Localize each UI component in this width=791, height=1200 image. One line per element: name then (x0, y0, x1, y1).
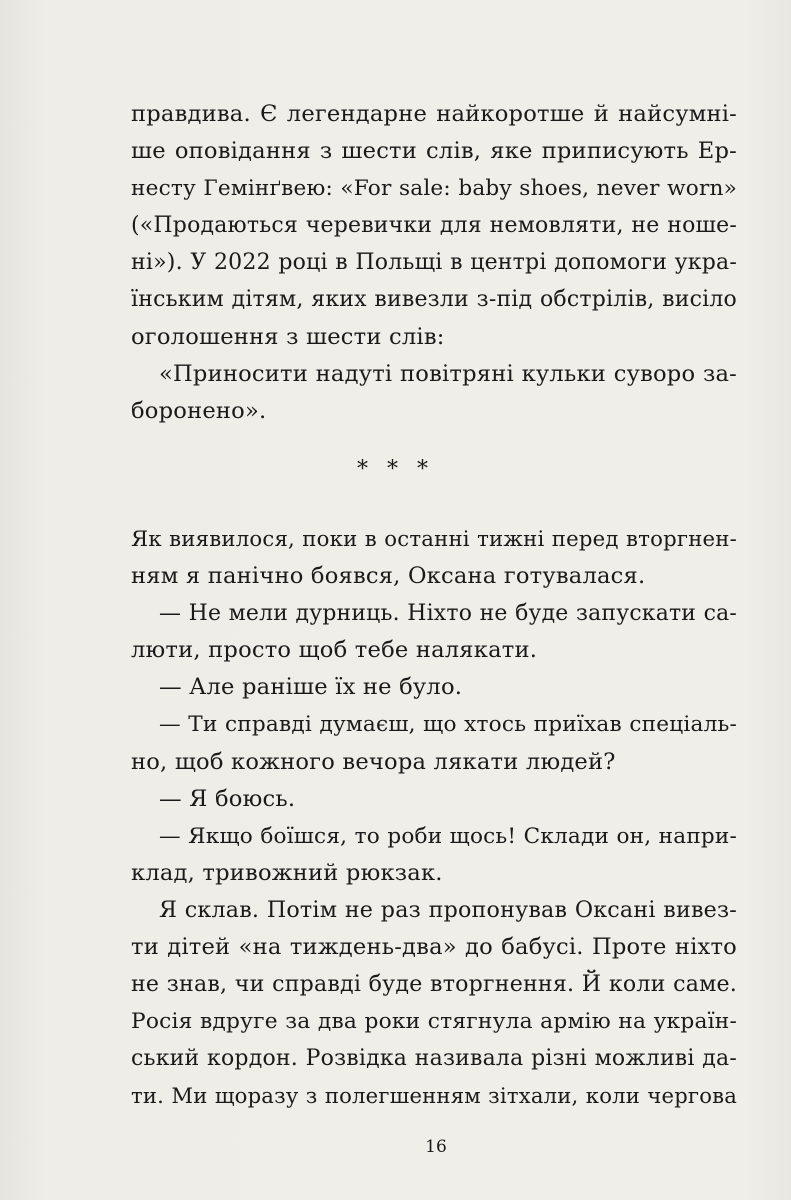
text-line: — Якщо боїшся, то роби щось! Склади он, напри- (159, 823, 737, 849)
text-line: правдива. Є легендарне найкоротше й найсумні- (131, 101, 737, 127)
text-line: ше оповідання з шести слів, яке приписують Ер- (131, 138, 737, 165)
bottom-paragraph-block (131, 521, 737, 1115)
text-line: «Приносити надуті повітряні кульки суворо за- (159, 360, 737, 387)
text-line: ні»). У 2022 році в Польщі в центрі допомоги укра- (131, 250, 737, 276)
text-line: — Ти справді думаєш, що хтось приїхав спеціаль- (159, 712, 737, 738)
text-line: — Але раніше їх не було. (159, 674, 463, 701)
text-line: ням я панічно боявся, Оксана готувалася. (131, 563, 646, 590)
text-line: люти, просто щоб тебе налякати. (131, 637, 538, 664)
text-line: несту Гемінґвею: «For sale: baby shoes, never worn» (131, 176, 737, 202)
text-line: Як виявилося, поки в останні тижні перед вторгнен- (131, 527, 737, 552)
page-number: 16 (425, 1137, 447, 1157)
text-line: ти дітей «на тиждень-два» до бабусі. Проте ніхто (131, 934, 737, 961)
top-paragraph-block (131, 96, 737, 430)
text-line: ський кордон. Розвідка називала різні можливі да- (131, 1046, 737, 1072)
text-line: — Я боюсь. (159, 785, 296, 812)
text-line: («Продаються черевички для немовляти, не ноше- (131, 213, 737, 239)
text-line: клад, тривожний рюкзак. (131, 859, 443, 886)
text-line: — Не мели дурниць. Ніхто не буде запускати са- (159, 601, 737, 627)
text-line: не знав, чи справді буде вторгнення. Й коли саме. (131, 971, 737, 998)
text-line: боронено». (131, 397, 267, 424)
text-line: Я склав. Потім не раз пропонував Оксані вивез- (159, 896, 737, 923)
text-line: їнським дітям, яких вивезли з-під обстрілів, висіло (131, 287, 737, 313)
text-line: ти. Ми щоразу з полегшенням зітхали, коли чергова (131, 1083, 737, 1109)
text-line: оголошення з шести слів: (131, 323, 445, 350)
text-line: но, щоб кожного вечора лякати людей? (131, 748, 616, 775)
text-line: Росія вдруге за два роки стягнула армію на україн- (131, 1009, 737, 1035)
section-separator: * * * (357, 457, 434, 482)
